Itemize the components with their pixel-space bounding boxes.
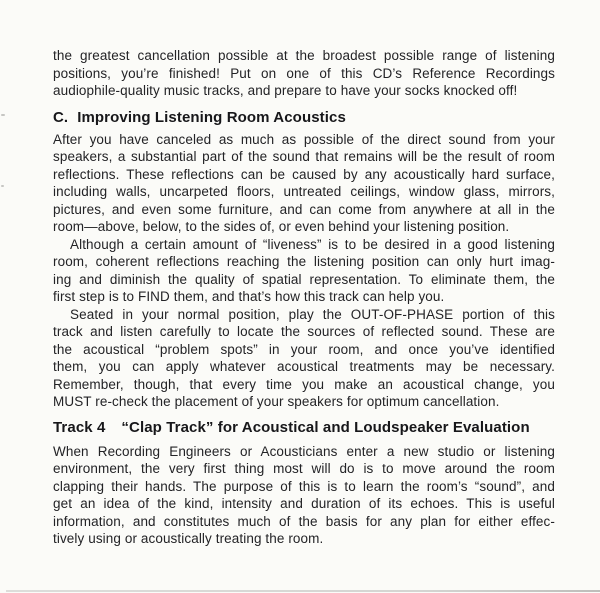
text-line: environment, the very first thing most will do is to move around the room [53,461,555,476]
text-line: room—above, below, to the sides of, or even behind your listening position. [53,219,510,234]
text-line: pictures, and even some furniture, and can come from anywhere at all in the [53,201,555,217]
text-line: including walls, uncarpeted floors, untreated ceilings, window glass, mirrors, [53,184,555,199]
text-line: track and listen carefully to locate the sources of reflected sound. These are [53,324,555,339]
paragraph-liveness [53,236,555,306]
text-line: clapping their hands. The purpose of this is to learn the room’s “sound”, and [53,478,555,494]
paragraph-clap-track [53,443,555,548]
section-c-heading-prefix: C. [53,108,69,126]
scan-edge-shadow [6,590,600,592]
text-line: the greatest cancellation possible at the broadest possible range of listening [53,48,555,63]
text-line: first step is to FIND them, and that’s how this track can help you. [53,289,445,304]
text-line: them, you can apply whatever acoustical treatments may be necessary. [53,359,555,374]
text-line: reflections. These reflections can be caused by any acoustically hard surface, [53,166,555,182]
booklet-page [53,47,555,548]
text-line: Remember, though, that every time you make an acoustical change, you [53,376,555,392]
text-line: audiophile-quality music tracks, and prepare to have your socks knocked off! [53,83,518,98]
text-line: positions, you’re finished! Put on one of this CD’s Reference Recordings [53,65,555,81]
text-line: get an idea of the kind, intensity and duration of its echoes. This is useful [53,496,555,511]
section-c-heading-title: Improving Listening Room Acoustics [77,108,346,126]
text-line: tively using or acoustically treating the room. [53,531,324,546]
track-4-heading-title: “Clap Track” for Acoustical and Loudspeaker Evaluation [121,418,530,436]
paragraph-seated-position [53,306,555,411]
paragraph-continuation [53,47,555,100]
track-4-heading-prefix: Track 4 [53,418,106,436]
text-line: When Recording Engineers or Acousticians enter a new studio or listening [53,443,555,459]
paragraph-room-reflections [53,131,555,236]
text-line: information, and constitutes much of the basis for any plan for either effec- [53,513,555,529]
text-line: Seated in your normal position, play the OUT-OF-PHASE portion of this [70,306,555,322]
section-c-heading [53,108,555,128]
scan-speck [1,185,4,187]
text-line: Although a certain amount of “liveness” is to be desired in a good listening [70,236,555,252]
text-line: ing and diminish the quality of spatial representation. To eliminate them, the [53,271,555,287]
scan-speck [1,114,5,116]
text-line: room, coherent reflections reaching the listening position can only hurt imag- [53,254,555,269]
text-line: speakers, a substantial part of the sound that remains will be the result of room [53,149,555,164]
text-line: MUST re-check the placement of your speakers for optimum cancellation. [53,394,500,409]
track-4-heading [53,418,555,438]
text-line: the acoustical “problem spots” in your room, and once you’ve identified [53,341,555,357]
text-line: After you have canceled as much as possible of the direct sound from your [53,131,555,147]
